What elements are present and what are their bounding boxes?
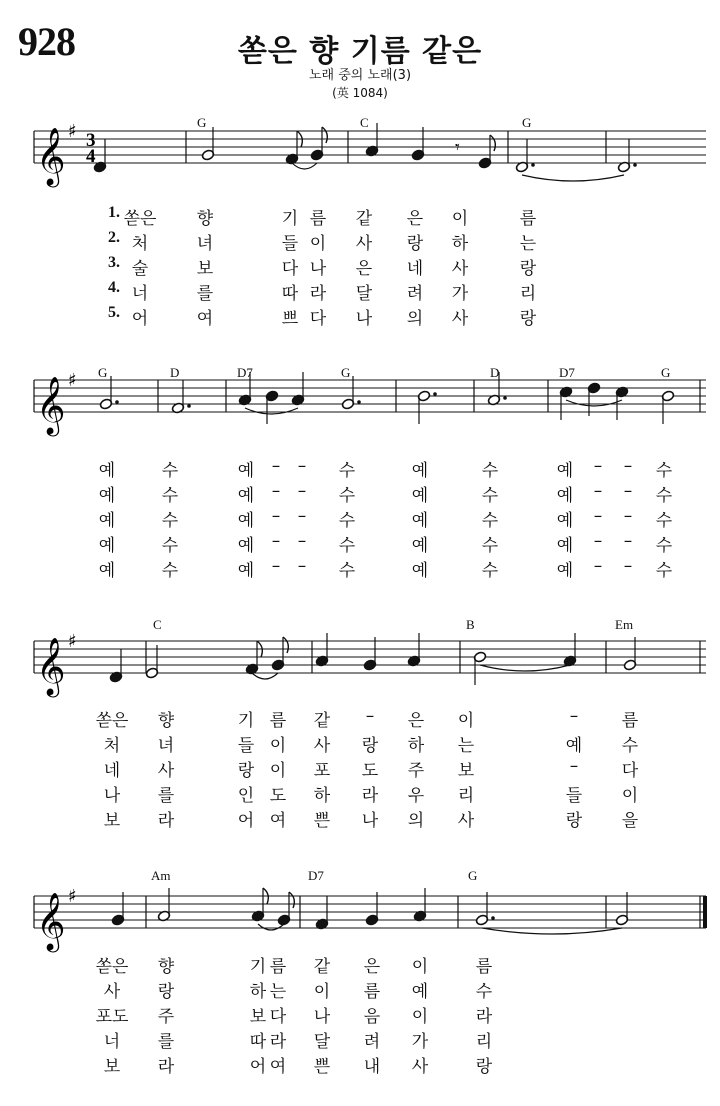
chord-symbol: Em — [615, 617, 634, 632]
lyric-syllable: 들 — [281, 234, 299, 254]
lyric-syllable: 쁜 — [313, 1057, 331, 1077]
note — [315, 896, 329, 930]
lyric-syllable: 예 — [411, 982, 429, 1002]
lyric-line-verse-5 — [0, 1052, 720, 1077]
verse-number: 2. — [108, 229, 120, 246]
lyric-syllable: – — [297, 506, 307, 526]
lyric-syllable: 녀 — [157, 736, 175, 756]
chord-symbol: D7 — [559, 365, 575, 380]
eighth-rest-icon: 𝄾 — [455, 137, 460, 158]
lyric-syllable: 사 — [313, 736, 331, 756]
lyric-syllable: 수 — [338, 511, 356, 531]
lyric-syllable: 들 — [565, 786, 583, 806]
sharp-icon: ♯ — [68, 121, 77, 142]
hymn-subtitle: 노래 중의 노래(3) — [308, 68, 412, 83]
treble-clef-icon: 𝄞 — [36, 637, 66, 695]
lyric-syllable: 수 — [655, 561, 673, 581]
lyric-line-verse-1 — [0, 952, 720, 977]
lyric-syllable: 라 — [309, 284, 327, 304]
lyric-line-verse-2 — [0, 977, 720, 1002]
lyric-syllable: 예 — [411, 461, 429, 481]
lyric-syllable: – — [297, 531, 307, 551]
lyric-syllable: 어 — [131, 309, 149, 329]
lyric-syllable: 다 — [269, 1007, 287, 1027]
chord-symbol: C — [360, 115, 369, 130]
note — [251, 888, 268, 922]
lyric-syllable: 수 — [655, 511, 673, 531]
lyric-syllable: – — [623, 556, 633, 576]
chord-symbol: G — [341, 365, 351, 380]
verse-number: 5. — [108, 304, 120, 321]
lyric-syllable: 예 — [411, 486, 429, 506]
chord-symbol: G — [197, 115, 207, 130]
lyric-syllable: – — [569, 706, 579, 726]
lyric-syllable: 은 — [363, 957, 381, 977]
lyric-syllable: 이 — [309, 234, 327, 254]
lyric-syllable: 예 — [237, 536, 255, 556]
lyric-syllable: 나 — [313, 1007, 331, 1027]
lyric-syllable: 같 — [313, 957, 331, 977]
lyric-syllable: 같 — [313, 711, 331, 731]
treble-clef-icon: 𝄞 — [36, 892, 66, 950]
lyric-syllable: 예 — [411, 511, 429, 531]
note — [615, 892, 629, 926]
lyric-syllable: – — [271, 456, 281, 476]
lyric-syllable: – — [297, 556, 307, 576]
lyric-syllable: 라 — [361, 786, 379, 806]
lyric-syllable: 랑 — [519, 259, 537, 279]
lyric-syllable: 들 — [237, 736, 255, 756]
lyric-syllable: 쁘 — [281, 309, 299, 329]
lyric-syllable: – — [623, 456, 633, 476]
lyric-syllable: 하 — [407, 736, 425, 756]
treble-clef-icon: 𝄞 — [36, 376, 66, 434]
lyric-syllable: – — [271, 531, 281, 551]
lyric-syllable: 수 — [481, 536, 499, 556]
lyric-syllable: – — [623, 506, 633, 526]
tie-arc — [482, 928, 622, 934]
lyric-syllable: 녀 — [196, 234, 214, 254]
lyric-syllable: 어 — [237, 811, 255, 831]
lyric-syllable: 름 — [519, 209, 537, 229]
lyric-syllable: 기 — [237, 711, 255, 731]
lyric-syllable: 도 — [269, 786, 287, 806]
lyric-syllable: 를 — [157, 1032, 175, 1052]
lyric-syllable: 이 — [411, 957, 429, 977]
lyric-syllable: 예 — [237, 511, 255, 531]
lyric-syllable: 예 — [556, 486, 574, 506]
lyric-syllable: 수 — [481, 561, 499, 581]
lyric-syllable: 포도 — [95, 1007, 129, 1027]
lyric-syllable: 술 — [131, 259, 149, 279]
lyric-syllable: 를 — [157, 786, 175, 806]
lyric-syllable: 사 — [457, 811, 475, 831]
verse-number: 4. — [108, 279, 120, 296]
chord-symbol: D7 — [308, 868, 324, 883]
lyric-syllable: – — [593, 506, 603, 526]
lyric-syllable: 의 — [406, 309, 424, 329]
lyric-syllable: – — [271, 556, 281, 576]
sharp-icon: ♯ — [68, 370, 77, 391]
lyric-syllable: 다 — [621, 761, 639, 781]
lyric-syllable: – — [297, 481, 307, 501]
lyric-syllable: 수 — [481, 461, 499, 481]
lyric-syllable: 수 — [481, 511, 499, 531]
lyric-syllable: 은 — [407, 711, 425, 731]
lyric-syllable: 이 — [621, 786, 639, 806]
lyric-syllable: 랑 — [565, 811, 583, 831]
lyric-syllable: 가 — [411, 1032, 429, 1052]
lyric-syllable: 향 — [196, 209, 214, 229]
lyric-syllable: 을 — [621, 811, 639, 831]
lyric-syllable: 기 — [249, 957, 267, 977]
lyric-syllable: 예 — [556, 511, 574, 531]
note — [277, 892, 294, 926]
lyric-syllable: 하 — [451, 234, 469, 254]
lyric-syllable: 름 — [363, 982, 381, 1002]
lyric-syllable: 예 — [565, 736, 583, 756]
lyric-syllable: 사 — [355, 234, 373, 254]
lyric-syllable: 이 — [269, 761, 287, 781]
lyric-syllable: 는 — [457, 736, 475, 756]
lyric-syllable: 여 — [269, 811, 287, 831]
lyric-syllable: 리 — [519, 284, 537, 304]
lyric-syllable: – — [593, 556, 603, 576]
time-signature-top: 3 — [86, 130, 96, 151]
lyric-syllable: 쏟은 — [123, 209, 157, 229]
lyric-syllable: 사 — [451, 309, 469, 329]
lyric-syllable: 여 — [196, 309, 214, 329]
note — [157, 888, 171, 922]
sharp-icon: ♯ — [68, 886, 77, 907]
lyric-syllable: 수 — [338, 461, 356, 481]
lyric-syllable: 따 — [281, 284, 299, 304]
lyric-syllable: 예 — [98, 486, 116, 506]
lyric-syllable: 너 — [131, 284, 149, 304]
note — [111, 892, 125, 926]
lyric-syllable: 이 — [313, 982, 331, 1002]
lyric-syllable: 름 — [475, 957, 493, 977]
lyric-syllable: 름 — [621, 711, 639, 731]
lyric-syllable: 랑 — [361, 736, 379, 756]
lyric-syllable: 주 — [157, 1007, 175, 1027]
lyric-syllable: 랑 — [519, 309, 537, 329]
lyric-syllable: 수 — [161, 536, 179, 556]
time-signature-bottom: 4 — [86, 146, 96, 167]
lyric-syllable: 라 — [475, 1007, 493, 1027]
lyric-syllable: 름 — [309, 209, 327, 229]
lyric-syllable: 사 — [157, 761, 175, 781]
lyric-syllable: – — [593, 531, 603, 551]
lyric-syllable: 나 — [361, 811, 379, 831]
lyric-syllable: 랑 — [237, 761, 255, 781]
lyric-syllable: 기 — [281, 209, 299, 229]
lyric-syllable: 수 — [338, 561, 356, 581]
lyric-syllable: 는 — [519, 234, 537, 254]
lyric-syllable: 네 — [103, 761, 121, 781]
lyric-line-verse-3 — [0, 1002, 720, 1027]
lyric-syllable: 하 — [249, 982, 267, 1002]
lyric-syllable: 수 — [655, 461, 673, 481]
chord-symbol: D7 — [237, 365, 253, 380]
lyric-syllable: 같 — [355, 209, 373, 229]
lyric-syllable: 나 — [103, 786, 121, 806]
lyric-syllable: 내 — [363, 1057, 381, 1077]
lyric-syllable: 달 — [313, 1032, 331, 1052]
lyric-syllable: 라 — [157, 1057, 175, 1077]
final-barline-thick — [703, 896, 707, 928]
lyric-syllable: 예 — [556, 461, 574, 481]
lyric-syllable: – — [271, 481, 281, 501]
lyric-syllable: 이 — [451, 209, 469, 229]
chord-symbol: C — [153, 617, 162, 632]
verse-number: 1. — [108, 204, 120, 221]
lyric-syllable: 예 — [98, 461, 116, 481]
lyric-syllable: 사 — [411, 1057, 429, 1077]
lyric-syllable: – — [623, 531, 633, 551]
note — [413, 888, 427, 922]
lyric-syllable: 우 — [407, 786, 425, 806]
lyric-syllable: 랑 — [406, 234, 424, 254]
lyric-syllable: 이 — [457, 711, 475, 731]
lyric-syllable: 수 — [481, 486, 499, 506]
lyric-syllable: 예 — [237, 561, 255, 581]
lyric-syllable: – — [569, 756, 579, 776]
lyric-syllable: 사 — [103, 982, 121, 1002]
lyric-syllable: 보 — [249, 1007, 267, 1027]
lyric-syllable: 은 — [355, 259, 373, 279]
lyric-syllable: 인 — [237, 786, 255, 806]
lyric-syllable: 보 — [103, 1057, 121, 1077]
lyric-syllable: 수 — [161, 486, 179, 506]
lyric-syllable: 예 — [411, 536, 429, 556]
lyric-syllable: 다 — [281, 259, 299, 279]
lyric-syllable: 가 — [451, 284, 469, 304]
lyric-syllable: 도 — [361, 761, 379, 781]
lyric-syllable: 네 — [406, 259, 424, 279]
lyric-syllable: 예 — [98, 511, 116, 531]
lyric-syllable: 는 — [269, 982, 287, 1002]
lyric-syllable: 름 — [269, 957, 287, 977]
chord-symbol: G — [468, 868, 478, 883]
lyric-syllable: 달 — [355, 284, 373, 304]
lyric-syllable: 의 — [407, 811, 425, 831]
lyric-syllable: 나 — [355, 309, 373, 329]
lyric-syllable: 보 — [196, 259, 214, 279]
lyric-syllable: 사 — [451, 259, 469, 279]
lyric-syllable: 다 — [309, 309, 327, 329]
chord-symbol: G — [522, 115, 532, 130]
note — [365, 892, 379, 926]
lyric-syllable: 하 — [313, 786, 331, 806]
chord-symbol: G — [661, 365, 671, 380]
chord-symbol: D — [490, 365, 500, 380]
lyric-syllable: 수 — [161, 561, 179, 581]
lyric-syllable: – — [623, 481, 633, 501]
lyric-syllable: 름 — [269, 711, 287, 731]
lyric-syllable: 보 — [103, 811, 121, 831]
lyric-syllable: 여 — [269, 1057, 287, 1077]
lyric-syllable: – — [271, 506, 281, 526]
lyric-syllable: 은 — [406, 209, 424, 229]
lyric-syllable: 예 — [411, 561, 429, 581]
lyric-syllable: 향 — [157, 711, 175, 731]
lyric-syllable: 처 — [131, 234, 149, 254]
sharp-icon: ♯ — [68, 631, 77, 652]
lyric-syllable: 랑 — [157, 982, 175, 1002]
lyric-syllable: 이 — [411, 1007, 429, 1027]
lyric-syllable: 리 — [457, 786, 475, 806]
hymn-title: 쏟은 향 기름 같은 — [237, 34, 483, 69]
lyric-syllable: 라 — [157, 811, 175, 831]
lyric-syllable: 수 — [161, 461, 179, 481]
lyric-syllable: – — [593, 481, 603, 501]
lyric-syllable: 예 — [98, 561, 116, 581]
lyric-syllable: 예 — [237, 486, 255, 506]
lyric-syllable: 수 — [338, 486, 356, 506]
lyric-syllable: 어 — [249, 1057, 267, 1077]
lyric-syllable: 수 — [161, 511, 179, 531]
lyric-syllable: – — [593, 456, 603, 476]
chord-symbol: G — [98, 365, 108, 380]
lyric-syllable: 주 — [407, 761, 425, 781]
lyric-syllable: 나 — [309, 259, 327, 279]
lyric-syllable: – — [297, 456, 307, 476]
lyric-syllable: 보 — [457, 761, 475, 781]
lyric-syllable: 예 — [556, 536, 574, 556]
note — [475, 892, 495, 926]
lyric-line-verse-4 — [0, 1027, 720, 1052]
lyric-syllable: 이 — [269, 736, 287, 756]
lyric-syllable: 수 — [475, 982, 493, 1002]
lyric-syllable: 예 — [237, 461, 255, 481]
lyric-syllable: 수 — [621, 736, 639, 756]
chord-symbol: Am — [151, 868, 171, 883]
lyric-syllable: 쁜 — [313, 811, 331, 831]
lyric-syllable: 음 — [363, 1007, 381, 1027]
lyric-syllable: 수 — [655, 536, 673, 556]
lyric-syllable: 처 — [103, 736, 121, 756]
lyric-syllable: 너 — [103, 1032, 121, 1052]
hymn-reference: (英 1084) — [332, 86, 388, 100]
lyric-syllable: 수 — [655, 486, 673, 506]
lyric-syllable: 향 — [157, 957, 175, 977]
lyric-syllable: 리 — [475, 1032, 493, 1052]
lyric-syllable: 려 — [363, 1032, 381, 1052]
lyric-syllable: 려 — [406, 284, 424, 304]
lyric-syllable: 예 — [98, 536, 116, 556]
chord-symbol: B — [466, 617, 475, 632]
lyric-syllable: 예 — [556, 561, 574, 581]
lyric-syllable: 라 — [269, 1032, 287, 1052]
lyric-syllable: 수 — [338, 536, 356, 556]
treble-clef-icon: 𝄞 — [36, 127, 66, 185]
lyric-syllable: 를 — [196, 284, 214, 304]
tie-arc — [258, 924, 284, 930]
lyric-syllable: 포 — [313, 761, 331, 781]
lyric-syllable: 따 — [249, 1032, 267, 1052]
hymn-number: 928 — [18, 19, 75, 64]
chord-symbol: D — [170, 365, 180, 380]
lyric-syllable: 쏟은 — [95, 711, 129, 731]
lyric-syllable: – — [365, 706, 375, 726]
verse-number: 3. — [108, 254, 120, 271]
lyric-syllable: 쏟은 — [95, 957, 129, 977]
lyric-syllable: 랑 — [475, 1057, 493, 1077]
